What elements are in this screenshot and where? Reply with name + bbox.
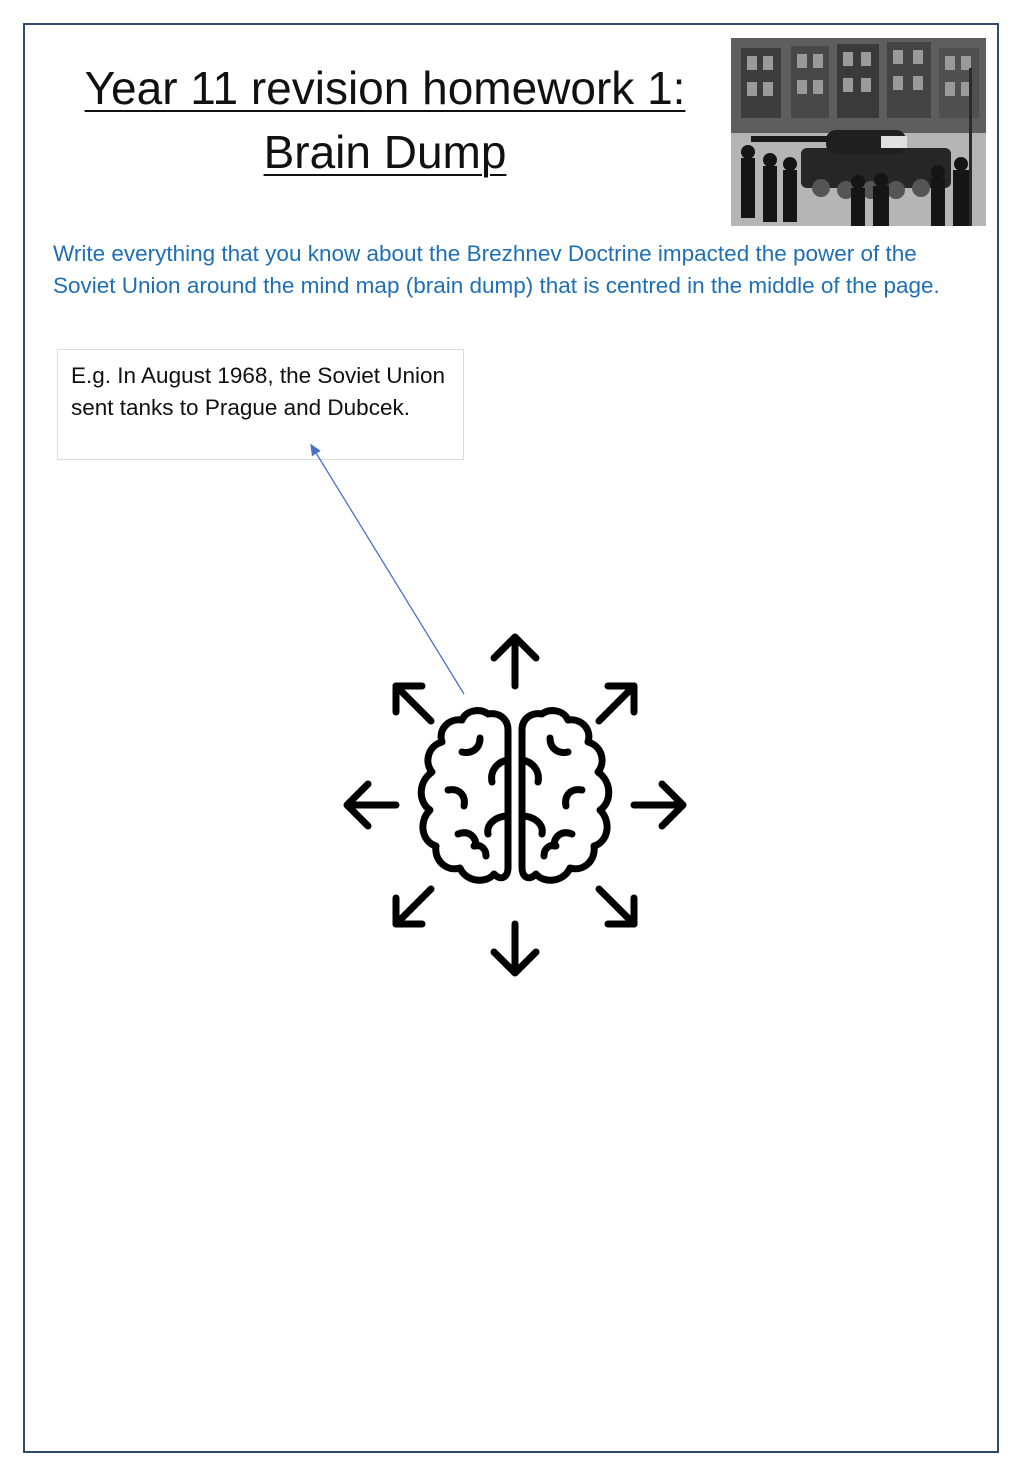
tanks-photo xyxy=(731,38,986,226)
arrow-up-left-icon xyxy=(396,686,431,721)
arrow-left-icon xyxy=(347,784,396,826)
title-line-1: Year 11 revision homework 1: xyxy=(84,62,686,114)
brain-with-radiating-arrows-icon xyxy=(330,620,700,990)
instructions-text: Write everything that you know about the Brezhnev Doctrine impacted the power of the Soviet Union around the mind map (brain dump) that is centred in the middle of the page. xyxy=(53,241,940,298)
arrow-right-icon xyxy=(634,784,683,826)
page-title xyxy=(45,56,725,184)
arrow-down-right-icon xyxy=(599,889,634,924)
example-text-box xyxy=(57,349,464,460)
arrow-down-left-icon xyxy=(396,889,431,924)
arrow-up-right-icon xyxy=(599,686,634,721)
tanks-photo-image xyxy=(731,38,986,226)
title-line-2: Brain Dump xyxy=(263,126,507,178)
example-text: E.g. In August 1968, the Soviet Union sent tanks to Prague and Dubcek. xyxy=(71,363,446,420)
arrow-down-icon xyxy=(494,924,536,973)
arrow-up-icon xyxy=(494,637,536,686)
